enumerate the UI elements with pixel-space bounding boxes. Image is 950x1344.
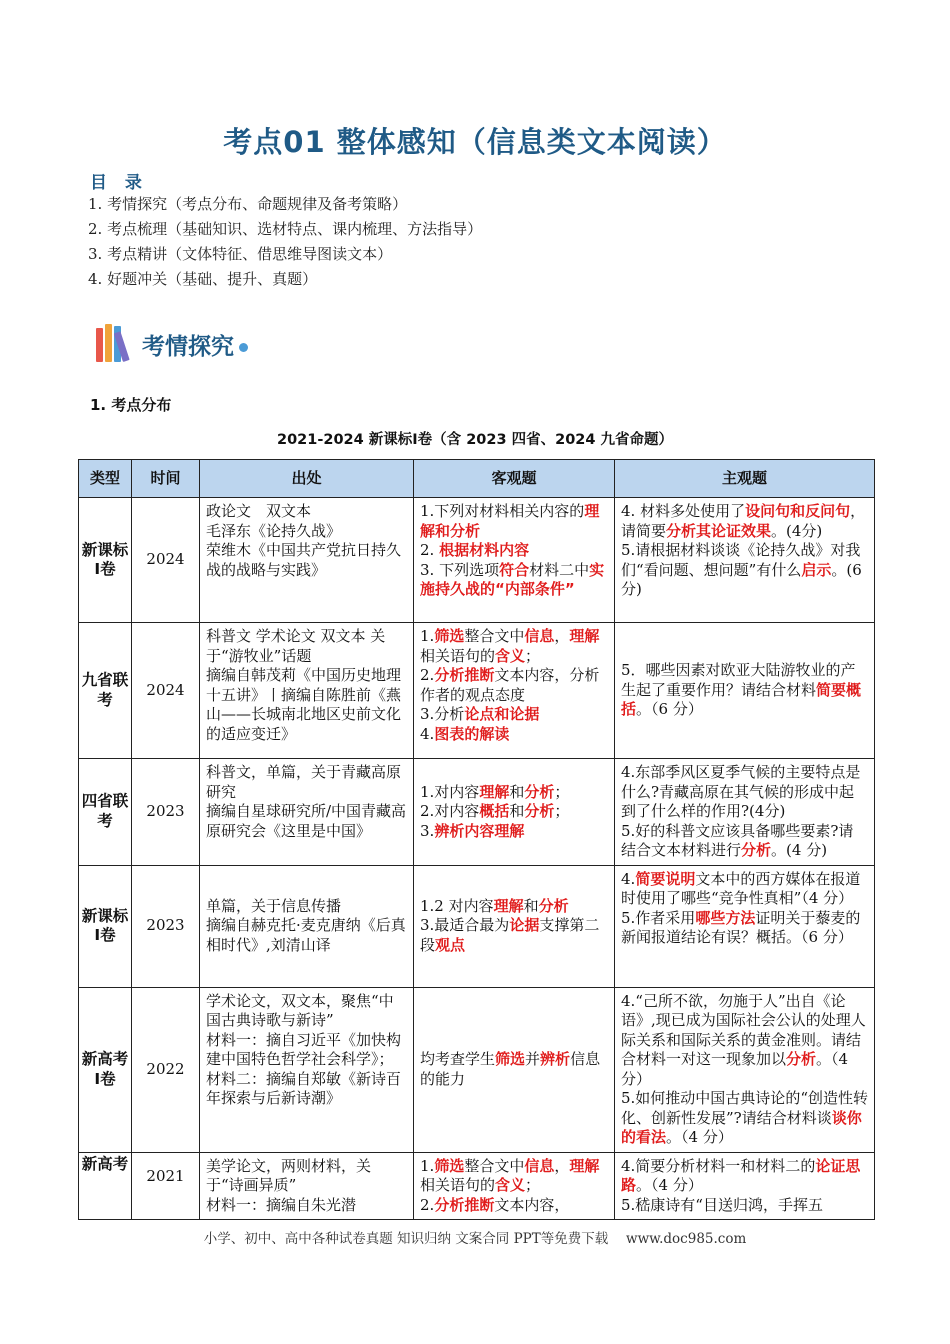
section-badge: [94, 322, 248, 366]
objective-cell: 1.下列对材料相关内容的理解和分析 2. 根据材料内容 3. 下列选项符合材料二中实施持久战的“内部条件”: [414, 498, 615, 623]
objective-cell: 均考查学生筛选并辨析信息的能力: [414, 987, 615, 1152]
year-cell: 2024: [132, 498, 200, 623]
subjective-cell: 4.简要分析材料一和材料二的论证思路。（4 分） 5.嵇康诗有“目送归鸿，手挥五: [615, 1152, 875, 1220]
exam-type-cell: 新高考: [79, 1152, 132, 1220]
table-row: [79, 865, 875, 987]
dot-icon: [239, 343, 248, 352]
exam-type-cell: 四省联考: [79, 759, 132, 866]
objective-cell: 1.对内容理解和分析； 2.对内容概括和分析； 3.辨析内容理解: [414, 759, 615, 866]
exam-type-cell: 新课标Ⅰ卷: [79, 498, 132, 623]
toc-item: 4. 好题冲关（基础、提升、真题）: [88, 270, 318, 288]
column-header: 主观题: [615, 460, 875, 498]
toc-item: 1. 考情探究（考点分布、命题规律及备考策略）: [88, 195, 408, 213]
source-cell: 科普文，单篇，关于青藏高原研究 摘编自星球研究所/中国青藏高原研究会《这里是中国》: [200, 759, 414, 866]
table-row: [79, 623, 875, 759]
column-header: 时间: [132, 460, 200, 498]
exam-type-cell: 新高考Ⅰ卷: [79, 987, 132, 1152]
subjective-cell: 4.简要说明文本中的西方媒体在报道时使用了哪些“竞争性真相”（4 分） 5.作者采用哪些方法证明关于藜麦的新闻报道结论有误？概括。（6 分）: [615, 865, 875, 987]
column-header: 出处: [200, 460, 414, 498]
year-cell: 2021: [132, 1152, 200, 1220]
table-row: [79, 498, 875, 623]
table-header-row: [79, 460, 875, 498]
subjective-cell: 4. 材料多处使用了设问句和反问句，请简要分析其论证效果。(4分) 5.请根据材料谈谈《论持久战》对我们“看问题、想问题”有什么启示。(6 分): [615, 498, 875, 623]
toc-item: 3. 考点精讲（文体特征、借思维导图读文本）: [88, 245, 393, 263]
table-of-contents: [88, 192, 482, 292]
subjective-cell: 4.“己所不欲，勿施于人”出自《论语》,现已成为国际社会公认的处理人际关系和国际关系的黄金准则。请结合材料一对这一现象加以分析。（4 分） 5.如何推动中国古典诗论的“创造性转化、创新性发展”?请结合材料谈谈你的看法。（4 分）: [615, 987, 875, 1152]
column-header: 客观题: [414, 460, 615, 498]
table-row: [79, 1152, 875, 1220]
page-title: 考点01 整体感知（信息类文本阅读）: [223, 125, 727, 159]
objective-cell: 1.2 对内容理解和分析 3.最适合最为论据支撑第二段观点: [414, 865, 615, 987]
toc-heading: 目 录: [90, 173, 148, 193]
exam-type-cell: 新课标Ⅰ卷: [79, 865, 132, 987]
source-cell: 政论文 双文本 毛泽东《论持久战》 荣维木《中国共产党抗日持久战的战略与实践》: [200, 498, 414, 623]
section-heading: 1. 考点分布: [90, 396, 172, 414]
books-icon: [94, 324, 140, 364]
year-cell: 2023: [132, 759, 200, 866]
toc-item: 2. 考点梳理（基础知识、选材特点、课内梳理、方法指导）: [88, 220, 483, 238]
subjective-cell: 4.东部季风区夏季气候的主要特点是什么?青藏高原在其气候的形成中起到了什么样的作用?(4分) 5.好的科普文应该具备哪些要素?请结合文本材料进行分析。(4 分): [615, 759, 875, 866]
source-cell: 单篇，关于信息传播 摘编自赫克托·麦克唐纳《后真相时代》,刘清山译: [200, 865, 414, 987]
year-cell: 2022: [132, 987, 200, 1152]
subjective-cell: 5．哪些因素对欧亚大陆游牧业的产生起了重要作用？请结合材料简要概括。（6 分）: [615, 623, 875, 759]
column-header: 类型: [79, 460, 132, 498]
table-caption: 2021-2024 新课标Ⅰ卷（含 2023 四省、2024 九省命题）: [276, 432, 674, 448]
source-cell: 美学论文，两则材料，关于“诗画异质” 材料一：摘编自朱光潜: [200, 1152, 414, 1220]
page-footer: 小学、初中、高中各种试卷真题 知识归纳 文案合同 PPT等免费下载 www.doc985.com: [203, 1231, 747, 1247]
year-cell: 2024: [132, 623, 200, 759]
source-cell: 科普文 学术论文 双文本 关于“游牧业”话题 摘编自韩茂莉《中国历史地理十五讲》丨摘编自陈胜前《燕山——长城南北地区史前文化的适应变迁》: [200, 623, 414, 759]
badge-label: 考情探究: [142, 333, 234, 360]
table-row: [79, 759, 875, 866]
table-row: [79, 987, 875, 1152]
year-cell: 2023: [132, 865, 200, 987]
objective-cell: 1.筛选整合文中信息，理解相关语句的含义； 2.分析推断文本内容，分析作者的观点态度 3.分析论点和论据 4.图表的解读: [414, 623, 615, 759]
source-cell: 学术论文，双文本，聚焦“中国古典诗歌与新诗” 材料一：摘自习近平《加快构建中国特色哲学社会科学》；材料二：摘编自郑敏《新诗百年探索与后新诗潮》: [200, 987, 414, 1152]
objective-cell: 1.筛选整合文中信息，理解相关语句的含义； 2.分析推断文本内容，: [414, 1152, 615, 1220]
exam-distribution-table: [78, 459, 875, 1220]
exam-type-cell: 九省联考: [79, 623, 132, 759]
